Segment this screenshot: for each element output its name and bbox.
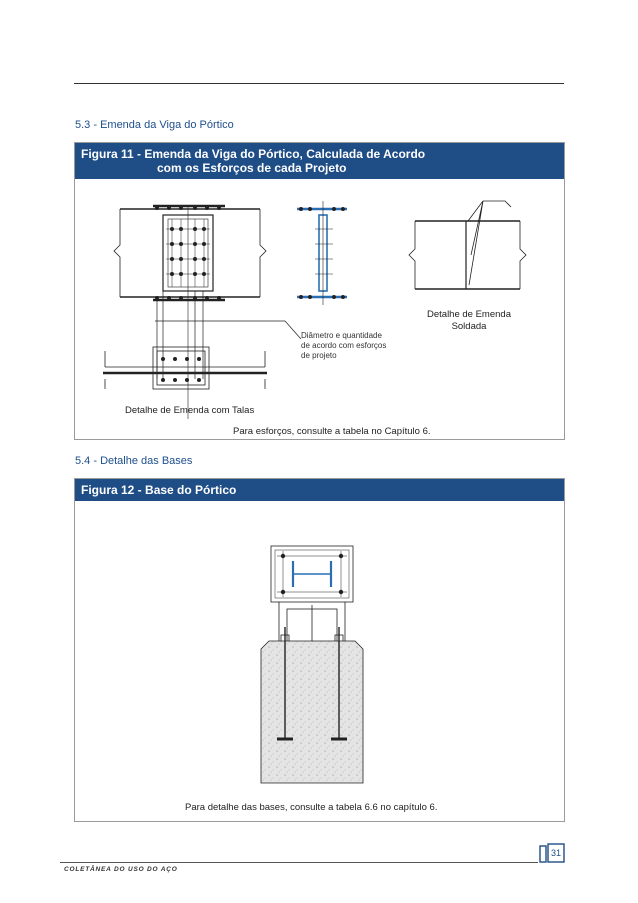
figure-12-drawing (75, 501, 564, 801)
page-number: 31 (551, 848, 562, 858)
figure-12-header (75, 479, 564, 501)
splice-detail-label: Detalhe de Emenda com Talas (125, 405, 255, 416)
bolt-annotation (301, 331, 386, 361)
top-rule (74, 83, 564, 84)
figure-12-title: Base do Pórtico (145, 483, 237, 497)
figure-11-label: Figura 11 - (81, 147, 142, 161)
figure-11-title-line2: com os Esforços de cada Projeto (157, 161, 347, 175)
footer-rule (60, 862, 538, 863)
section-title-5-3: 5.3 - Emenda da Viga do Pórtico (75, 119, 234, 131)
bolt-annotation-line1: Diâmetro e quantidade (301, 331, 382, 340)
weld-detail-label-line1: Detalhe de Emenda (427, 309, 511, 320)
bolt-annotation-line2: de acordo com esforços (301, 341, 387, 350)
figure-11-title-line1: Emenda da Viga do Pórtico, Calculada de Acordo (144, 147, 426, 161)
bolt-annotation-line3: de projeto (301, 351, 337, 360)
figure-12-caption: Para detalhe das bases, consulte a tabela 6.6 no capítulo 6. (185, 802, 438, 813)
figure-11 (74, 142, 565, 440)
figure-12 (74, 478, 565, 822)
figure-12-label: Figura 12 - (81, 483, 142, 497)
footer-title: COLETÂNEA DO USO DO AÇO (64, 866, 178, 873)
weld-detail-label (424, 309, 514, 333)
figure-11-header (75, 143, 564, 179)
section-title-5-4: 5.4 - Detalhe das Bases (75, 455, 193, 467)
weld-detail-label-line2: Soldada (451, 321, 487, 332)
figure-11-caption: Para esforços, consulte a tabela no Capítulo 6. (233, 426, 431, 437)
